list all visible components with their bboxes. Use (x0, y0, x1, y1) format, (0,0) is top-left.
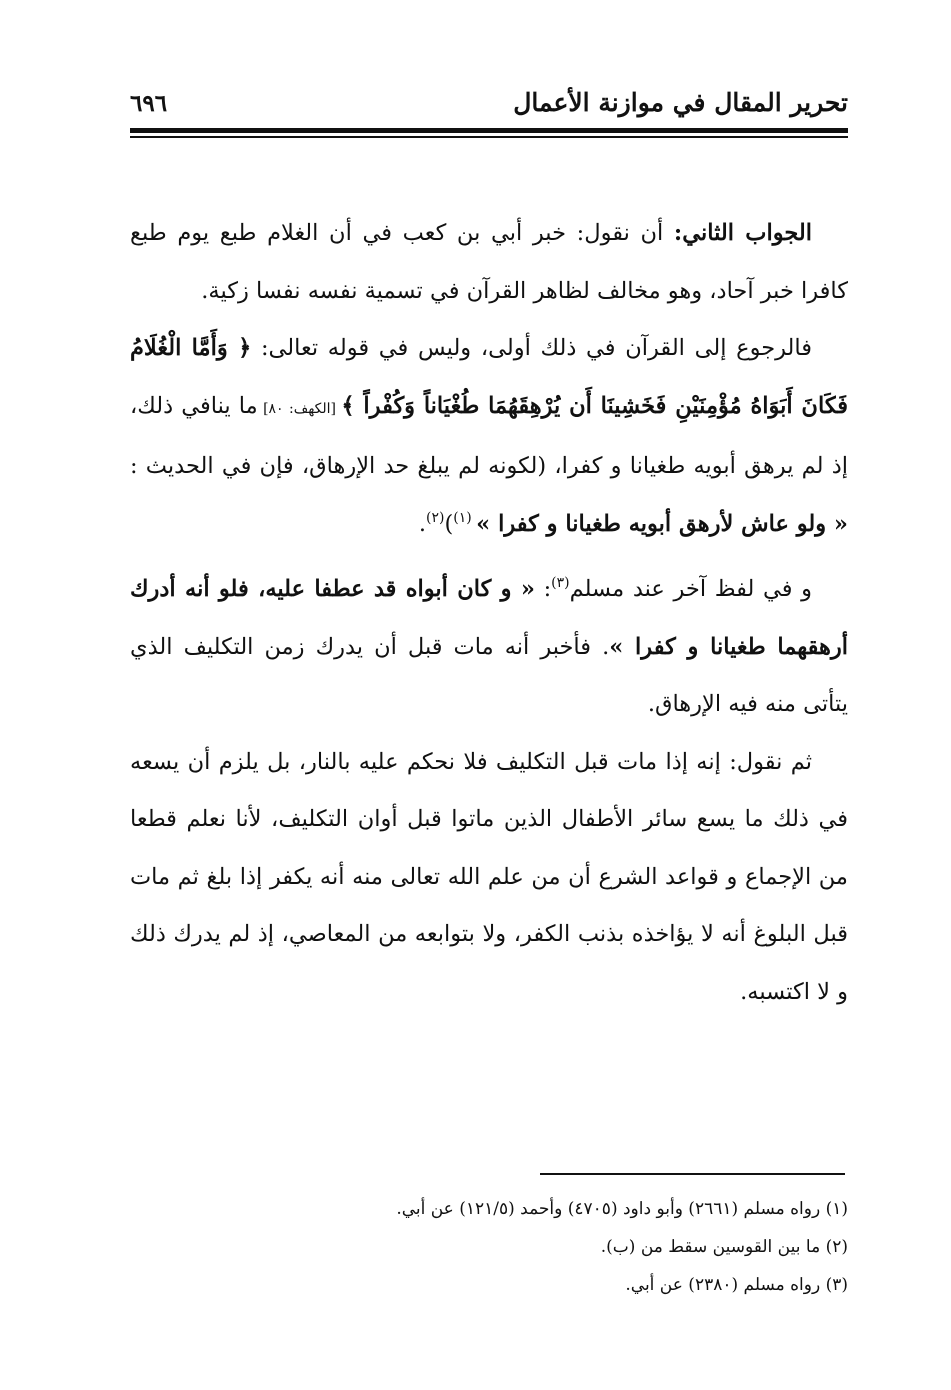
paragraph-4 (130, 734, 848, 1022)
main-text (130, 205, 848, 1021)
paragraph-1 (130, 205, 848, 320)
answer-heading: الجواب الثاني: (673, 220, 812, 246)
paragraph-2-end: . (418, 510, 426, 537)
paragraph-3 (130, 561, 848, 734)
footnote-3: (٣) رواه مسلم (٢٣٨٠) عن أبي. (625, 1275, 848, 1295)
footnote-separator (540, 1173, 845, 1175)
paragraph-2-text-a: فالرجوع إلى القرآن في ذلك أولى، وليس في قوله تعالى: (251, 335, 812, 361)
paragraph-3-colon: : (534, 576, 552, 602)
footnotes (130, 1190, 848, 1304)
page-header (130, 82, 848, 126)
hadith-quote-1: « ولو عاش لأرهق أبويه طغيانا و كفرا » (476, 510, 848, 537)
paragraph-2-text-b: ما ينافي ذلك، إذ لم يرهق أبويه طغيانا و كفرا، (لكونه لم يبلغ حد الإرهاق، فإن في الحديث : (130, 392, 848, 479)
verse-reference: [الكهف: ٨٠] (257, 400, 342, 417)
header-rule-thick (130, 128, 848, 133)
paragraph-2 (130, 320, 848, 553)
footnote-marker-1: (١) (453, 509, 477, 526)
paragraph-4-text: ثم نقول: إنه إذا مات قبل التكليف فلا نحكم عليه بالنار، بل يلزم أن يسعه في ذلك ما يسع سائر الأطفال الذين ماتوا قبل أوان التكليف، لأنا نعلم قطعا من الإجماع و قواعد الشرع أن من علم الله تعالى منه أنه يكفر إذا بلغ ثم مات قبل البلوغ أنه لا يؤاخذه بذنب الكفر، ولا بتوابعه من المعاصي، إذ لم يدرك ذلك و لا اكتسبه. (130, 748, 848, 1005)
header-rule-thin (130, 136, 848, 138)
footnote-2: (٢) ما بين القوسين سقط من (ب). (600, 1237, 848, 1257)
quran-verse: ﴿ وَأَمَّا الْغُلَامُ فَكَانَ أَبَوَاهُ مُؤْمِنَيْنِ فَخَشِينَا أَن يُرْهِقَهُمَا طُغْيَاناً وَكُفْراً ﴾ (130, 335, 848, 419)
footnote-marker-3: (٣) (551, 575, 570, 591)
book-title: تحرير المقال في موازنة الأعمال (513, 88, 848, 117)
paragraph-3-text-b: . فأخبر أنه مات قبل أن يدرك زمن التكليف الذي يتأتى منه فيه الإرهاق. (130, 633, 848, 717)
footnote-1: (١) رواه مسلم (٢٦٦١) وأبو داود (٤٧٠٥) وأحمد (١٢١/٥) عن أبي. (396, 1199, 848, 1219)
paragraph-2-close: ) (444, 510, 454, 537)
footnote-marker-2: (٢) (426, 509, 445, 526)
hadith-quote-2: « و كان أبواه قد عطفا عليه، فلو أنه أدرك أرهقهما طغيانا و كفرا » (130, 576, 848, 660)
paragraph-1-text: أن نقول: خبر أبي بن كعب في أن الغلام طبع يوم طبع كافرا خبر آحاد، وهو مخالف لظاهر القرآن في تسمية نفسه نفسا زكية. (130, 220, 848, 304)
paragraph-3-text-a: و في لفظ آخر عند مسلم (569, 576, 812, 602)
page-number: ٦٩٦ (130, 90, 168, 117)
